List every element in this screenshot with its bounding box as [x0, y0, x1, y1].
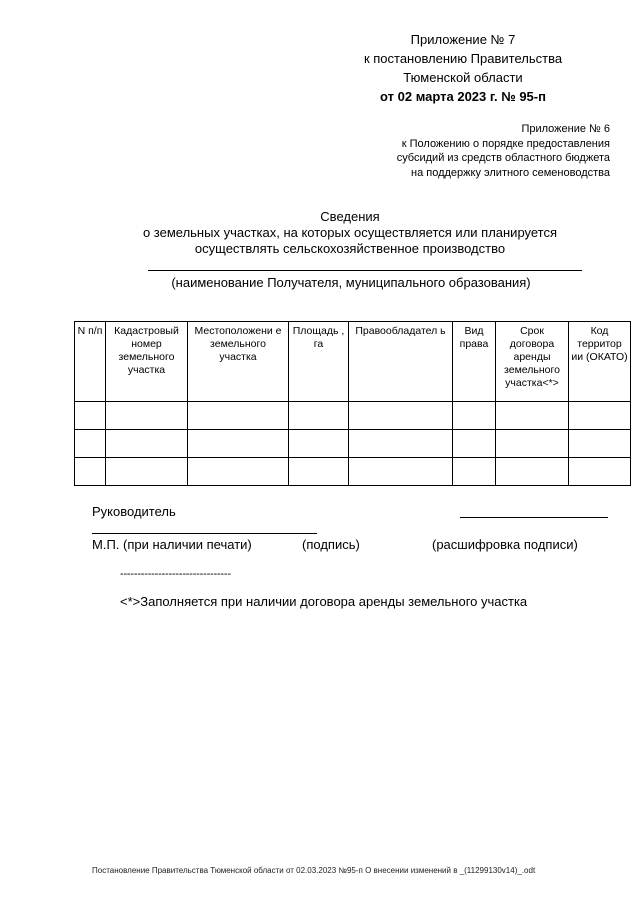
- decode-caption: (расшифровка подписи): [432, 537, 578, 552]
- table-cell: [569, 458, 631, 486]
- table-cell: [496, 458, 569, 486]
- recipient-caption: (наименование Получателя, муниципального образования): [171, 275, 531, 290]
- table-cell: [569, 402, 631, 430]
- col-header-location: Местоположени е земельного участка: [188, 322, 289, 402]
- table-cell: [453, 430, 496, 458]
- table-cell: [496, 402, 569, 430]
- head-label: Руководитель: [92, 504, 176, 519]
- recipient-line: [148, 270, 582, 271]
- table-cell: [75, 430, 106, 458]
- appendix-7-title: Приложение № 7: [410, 32, 516, 47]
- table-cell: [569, 430, 631, 458]
- table-cell: [188, 402, 289, 430]
- appendix-6-line2: к Положению о порядке предоставления: [401, 137, 610, 150]
- col-header-right-type: Вид права: [453, 322, 496, 402]
- page-footer: Постановление Правительства Тюменской области от 02.03.2023 №95-п О внесении изменений в _(11299130v14)_.odt: [92, 866, 536, 875]
- table-cell: [349, 402, 453, 430]
- footnote-text: <*>Заполняется при наличии договора аренды земельного участка: [120, 594, 528, 609]
- col-header-area: Площадь , га: [289, 322, 349, 402]
- table-cell: [349, 458, 453, 486]
- table-cell: [289, 402, 349, 430]
- table-cell: [496, 430, 569, 458]
- appendix-7-date: от 02 марта 2023 г. № 95-п: [380, 89, 546, 104]
- col-header-lease-term: Срок договора аренды земельного участка<*>: [496, 322, 569, 402]
- table-cell: [75, 402, 106, 430]
- appendix-6-title: Приложение № 6: [521, 123, 610, 135]
- appendix-6-line3: субсидий из средств областного бюджета: [396, 152, 610, 164]
- appendix-7-line3: Тюменской области: [403, 70, 523, 85]
- decode-signature-line: [460, 517, 608, 518]
- table-cell: [453, 402, 496, 430]
- title-line-2: о земельных участках, на которых осуществляется или планируется: [142, 225, 558, 240]
- col-header-number: N п/п: [75, 322, 106, 402]
- appendix-7-header: [333, 30, 593, 106]
- head-signature-line: [92, 533, 317, 534]
- table-cell: [349, 430, 453, 458]
- appendix-6-line4: на поддержку элитного семеноводства: [411, 166, 610, 179]
- table-cell: [289, 458, 349, 486]
- title-line-1: Сведения: [320, 209, 380, 224]
- col-header-owner: Правообладател ь: [349, 322, 453, 402]
- appendix-6-header: [397, 122, 610, 180]
- table-row: [75, 458, 631, 486]
- title-line-3: осуществлять сельскохозяйственное производство: [194, 241, 506, 256]
- document-title: [0, 209, 640, 257]
- table-row: [75, 430, 631, 458]
- col-header-okato: Код территор ии (ОКАТО): [569, 322, 631, 402]
- table-cell: [188, 430, 289, 458]
- table-cell: [106, 430, 188, 458]
- table-cell: [188, 458, 289, 486]
- footnote-separator: --------------------------------: [120, 568, 231, 580]
- signature-caption: (подпись): [302, 537, 360, 552]
- table-cell: [75, 458, 106, 486]
- table-cell: [106, 402, 188, 430]
- table-header-row: [75, 322, 631, 402]
- col-header-cadastral: Кадастровый номер земельного участка: [106, 322, 188, 402]
- table-cell: [289, 430, 349, 458]
- table-cell: [453, 458, 496, 486]
- stamp-caption: М.П. (при наличии печати): [92, 537, 252, 552]
- table-cell: [106, 458, 188, 486]
- land-plots-table: [74, 321, 631, 486]
- table-row: [75, 402, 631, 430]
- appendix-7-line2: к постановлению Правительства: [363, 51, 563, 66]
